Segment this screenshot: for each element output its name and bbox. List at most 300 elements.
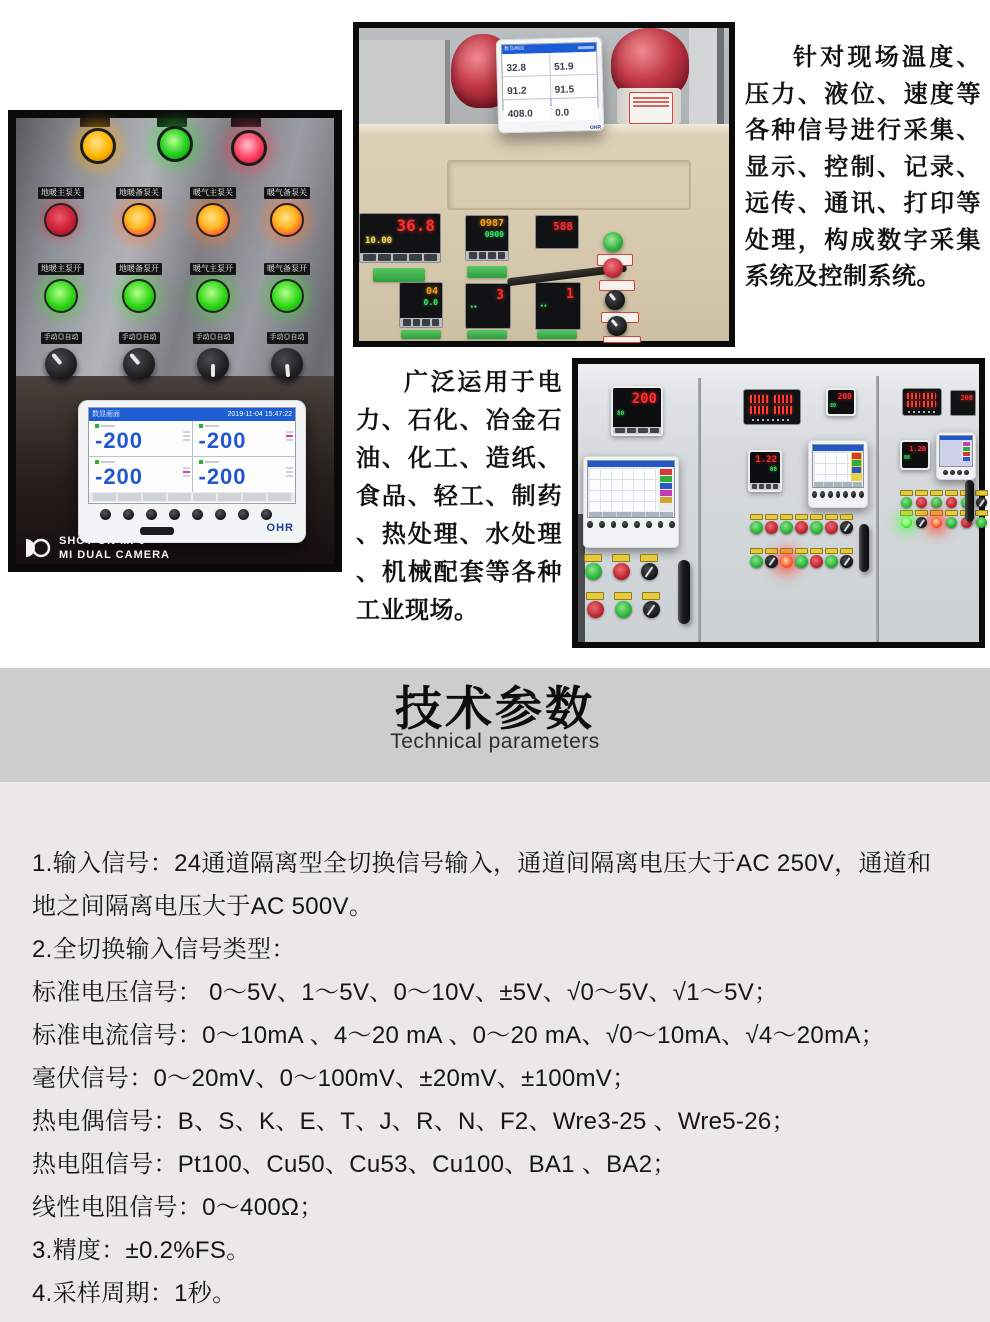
- meter-buttons: [360, 253, 440, 262]
- status-dots: ••: [470, 304, 478, 311]
- spec-line: 1.输入信号：24通道隔离型全切换信号输入，通道间隔离电压大于AC 250V，通道和: [32, 850, 932, 877]
- pushbutton-green: [946, 517, 957, 528]
- screen-title: 数显画面: [92, 411, 120, 418]
- rotary-knob: [271, 348, 303, 380]
- pushbutton-red: [810, 555, 823, 568]
- controller-buttons: [400, 318, 442, 327]
- meter-sv: 80: [617, 410, 625, 417]
- channel-grid: [89, 421, 295, 492]
- light-label-tag: [231, 118, 261, 127]
- controller-pv: 0987: [479, 218, 504, 229]
- button-name-tag: [900, 510, 913, 516]
- pushbutton-red: [603, 258, 623, 278]
- button-name-tag: [840, 548, 853, 554]
- brand-logo: OHR: [589, 124, 602, 131]
- digital-meter: [826, 388, 856, 416]
- button-unit: [614, 592, 632, 618]
- pump-on-control: [29, 258, 93, 313]
- selector-switch: [255, 326, 319, 380]
- digit-group: [750, 406, 768, 414]
- controller-buttons: [466, 251, 508, 260]
- button-unit: [930, 510, 943, 528]
- button-cluster: [900, 510, 988, 528]
- channel-name-placeholder: [101, 425, 115, 427]
- multichannel-meter: [743, 389, 801, 425]
- channel-value: 32.8: [506, 62, 527, 75]
- spec-line: 标准电压信号： 0～5V、1～5V、0～10V、±5V、√0～5V、√1～5V；: [32, 979, 779, 1006]
- pushbutton-red-lit: [931, 517, 942, 528]
- digit-group: [774, 406, 792, 414]
- panel-seam: [698, 378, 701, 642]
- button-unit: [930, 490, 943, 508]
- channel-list: [851, 452, 862, 481]
- channel-value: -200: [198, 428, 247, 453]
- meter-name-tag: [467, 266, 507, 278]
- pushbutton-green: [931, 497, 942, 508]
- intro-right-paragraph: 针对现场温度、压力、液位、速度等各种信号进行采集、显示、控制、记录、远传、通讯、打印等处理，构成数字采集系统及控制系统。: [745, 44, 981, 290]
- channel-name-placeholder: [554, 52, 597, 57]
- selector-switch: [29, 326, 93, 380]
- button-unit: [612, 554, 630, 580]
- pushbutton-green: [901, 497, 912, 508]
- screen-title: 数显画面: [503, 45, 525, 53]
- digital-controller: [748, 450, 782, 492]
- paperless-recorder: [936, 432, 976, 480]
- digit-group: [923, 401, 936, 407]
- light-label-tag: [80, 118, 110, 127]
- digital-meter: [950, 390, 976, 416]
- channel-name-placeholder: [101, 461, 115, 463]
- softkey-bar: [589, 512, 673, 517]
- button-name-tag: [900, 490, 913, 496]
- rotary-knob: [45, 348, 77, 380]
- selector-label: 手动◎自动: [119, 332, 160, 344]
- cabinet-handle: [678, 560, 690, 624]
- meter-buttons: [613, 427, 661, 434]
- spec-line: 毫伏信号：0～20mV、0～100mV、±20mV、±100mV；: [32, 1065, 637, 1092]
- selector-label: 手动◎自动: [267, 332, 308, 344]
- button-unit: [900, 490, 913, 508]
- button-name-tag: [584, 554, 602, 562]
- pump-on-control: [107, 258, 171, 313]
- pushbutton-green: [615, 601, 632, 618]
- temperature-controller: [465, 215, 509, 261]
- meter-name-tag: [537, 330, 577, 339]
- softkey-bar: [89, 492, 295, 502]
- header-widget: [578, 46, 594, 49]
- button-unit: [750, 548, 763, 568]
- front-panel-keys: [100, 509, 272, 520]
- multichannel-meter: [902, 388, 942, 416]
- camera-icon: [18, 537, 52, 559]
- button-unit: [765, 548, 778, 568]
- pushbutton-green: [750, 521, 763, 534]
- button-name-tag: [614, 592, 632, 600]
- spec-line: 热电阻信号：Pt100、Cu50、Cu53、Cu100、BA1 、BA2；: [32, 1151, 677, 1178]
- pushbutton-red: [765, 521, 778, 534]
- paperless-recorder: [78, 400, 306, 543]
- status-dots: ••: [540, 303, 548, 310]
- button-label: 暖气备泵关: [264, 187, 310, 199]
- pushbutton-green: [585, 563, 602, 580]
- temperature-controller: [399, 282, 443, 328]
- paperless-recorder: [583, 456, 679, 548]
- button-unit: [915, 510, 928, 528]
- pump-off-control: [181, 182, 245, 237]
- button-unit: [780, 514, 793, 534]
- screen-header: [588, 461, 674, 467]
- controller-buttons: [750, 483, 780, 490]
- rotary-knob: [197, 348, 229, 380]
- button-unit: [750, 514, 763, 534]
- meter-value: 588: [553, 220, 573, 233]
- channel-cell: [503, 99, 550, 122]
- button-name-tag: [930, 510, 943, 516]
- button-name-tag: [930, 490, 943, 496]
- button-name-tag: [603, 336, 641, 343]
- photo-recorder-on-cabinet: [353, 22, 735, 347]
- pushbutton-green-lit: [901, 517, 912, 528]
- button-name-tag: [750, 548, 763, 554]
- channel-cell: [503, 76, 550, 99]
- button-name-tag: [640, 554, 658, 562]
- paperless-recorder: [496, 37, 604, 134]
- meter-value: 200: [960, 394, 973, 402]
- button-name-tag: [945, 490, 958, 496]
- banner-subtitle: Technical parameters: [390, 730, 600, 753]
- channel-value: -200: [198, 464, 247, 489]
- button-unit: [810, 548, 823, 568]
- camera-watermark: [18, 534, 170, 562]
- meter-pv: 36.8: [396, 216, 435, 235]
- button-label: 地暖主泵关: [38, 187, 84, 199]
- button-name-tag: [810, 514, 823, 520]
- button-unit: [795, 548, 808, 568]
- channel-name-placeholder: [205, 461, 219, 463]
- button-unit: [825, 548, 838, 568]
- trend-chart: [589, 468, 658, 511]
- front-panel-keys: [587, 521, 675, 528]
- button-unit: [945, 510, 958, 528]
- channel-status-dot: [199, 424, 203, 428]
- recorder-screen: [501, 42, 599, 121]
- photo-left-content: [16, 118, 334, 564]
- controller-sv: 0900: [484, 230, 504, 239]
- digital-meter: [465, 283, 511, 329]
- pushbutton-green: [780, 521, 793, 534]
- channel-cell: [502, 53, 549, 76]
- intro-middle-block: [356, 364, 562, 630]
- button-label: 地暖主泵开: [38, 263, 84, 275]
- intro-middle-paragraph: 广泛运用于电力、石化、冶金石油、化工、造纸、食品、轻工、制药、热处理、水处理、机械配套等各种工业现场。: [356, 369, 562, 624]
- controller-sv: 0.0: [423, 298, 438, 307]
- selector-knob: [840, 521, 853, 534]
- button-unit: [765, 514, 778, 534]
- button-label: 暖气备泵开: [264, 263, 310, 275]
- selector-knob: [643, 601, 660, 618]
- wall-strip: [689, 28, 717, 124]
- digital-meter: [611, 386, 663, 436]
- brand-logo: OHR: [266, 522, 294, 534]
- channel-status-dot: [95, 424, 99, 428]
- button-unit: [642, 592, 660, 618]
- pushbutton-red-lit: [780, 555, 793, 568]
- pushbutton-green: [750, 555, 763, 568]
- controller-sv: 88: [769, 466, 777, 473]
- spec-line: 标准电流信号：0～10mA 、4～20 mA 、0～20 mA、√0～10mA、√4～20mA；: [32, 1022, 885, 1049]
- button-cluster: [750, 514, 853, 534]
- digit-group: [923, 393, 936, 399]
- button-unit: [840, 548, 853, 568]
- button-name-tag: [795, 548, 808, 554]
- digit-group: [907, 401, 920, 407]
- channel-value: 91.2: [507, 85, 527, 98]
- pushbutton-green: [122, 279, 156, 313]
- button-name-tag: [915, 510, 928, 516]
- button-label: 地暖备泵开: [116, 263, 162, 275]
- button-name-tag: [825, 514, 838, 520]
- channel-cell: [550, 75, 597, 98]
- button-unit: [586, 592, 604, 618]
- button-name-tag: [780, 548, 793, 554]
- cabinet-handle: [859, 524, 869, 572]
- pushbutton-green: [44, 279, 78, 313]
- pushbutton-red-lit: [196, 203, 230, 237]
- channel-cell: [193, 421, 296, 456]
- recorder-bezel: [88, 504, 296, 536]
- spec-line: 地之间隔离电压大于AC 500V。: [32, 893, 374, 920]
- pushbutton-red-lit: [122, 203, 156, 237]
- channel-value: -200: [95, 464, 144, 489]
- button-name-tag: [795, 514, 808, 520]
- alarm-marks: [286, 467, 293, 479]
- alarm-marks: [286, 431, 293, 443]
- rotary-knob: [607, 316, 627, 336]
- channel-status-dot: [95, 460, 99, 464]
- button-label: 暖气主泵开: [190, 263, 236, 275]
- button-name-tag: [612, 554, 630, 562]
- channel-value: 408.0: [507, 108, 533, 121]
- channel-list: [659, 468, 673, 511]
- panel-seam: [876, 376, 879, 642]
- button-name-tag: [975, 490, 988, 496]
- channel-name-placeholder: [507, 99, 550, 104]
- selector-switch: [181, 326, 245, 380]
- screen-timestamp: 2019-11-04 15:47:22: [227, 411, 292, 418]
- selector-switch: [107, 326, 171, 380]
- meter-name-tag: [467, 330, 507, 339]
- photo-right-content: [578, 364, 979, 642]
- paperless-recorder: [808, 440, 868, 508]
- button-name-tag: [825, 548, 838, 554]
- pump-on-control: [255, 258, 319, 313]
- pump-off-control: [29, 182, 93, 237]
- button-name-tag: [975, 510, 988, 516]
- recorder-screen: [587, 460, 675, 518]
- section-banner: [0, 668, 990, 782]
- recorder-screen: [812, 444, 864, 488]
- controller-pv: 1.22: [755, 455, 777, 465]
- channel-value: 91.5: [554, 84, 575, 96]
- channel-name-placeholder: [507, 76, 550, 81]
- spec-line: 线性电阻信号：0～400Ω；: [32, 1194, 324, 1221]
- softkey-bar: [814, 482, 862, 487]
- channel-status-dot: [199, 460, 203, 464]
- digital-meter: [535, 282, 581, 330]
- meter-name-tag: [373, 268, 425, 282]
- pump-off-control: [255, 182, 319, 237]
- button-unit: [825, 514, 838, 534]
- indicator-light-orange: [80, 128, 116, 164]
- meter-sv: 10.00: [365, 236, 393, 246]
- watermark-text: [59, 534, 170, 562]
- button-name-tag: [915, 490, 928, 496]
- meter-name-tag: [401, 330, 441, 339]
- meter-sv: 80: [830, 403, 837, 409]
- selector-knob: [840, 555, 853, 568]
- button-name-tag: [780, 514, 793, 520]
- selector-knob: [641, 563, 658, 580]
- button-cluster: [586, 592, 660, 618]
- selector-knob: [765, 555, 778, 568]
- indicator-light-green: [157, 126, 193, 162]
- trend-chart: [814, 452, 851, 481]
- banner-title: 技术参数: [395, 682, 595, 735]
- recorder-screen: [88, 407, 296, 504]
- indicator-light-red: [231, 130, 267, 166]
- wall-slit: [717, 28, 724, 124]
- channel-grid: [502, 52, 597, 121]
- cabinet-handle: [965, 480, 974, 522]
- spec-line: 4.采样周期：1秒。: [32, 1280, 237, 1307]
- meter-sv: 88: [904, 455, 911, 461]
- digital-meter: [535, 215, 579, 249]
- selector-knob: [916, 517, 927, 528]
- spec-line: 2.全切换输入信号类型：: [32, 936, 296, 963]
- channel-cell: [89, 421, 192, 456]
- channel-name-placeholder: [555, 98, 598, 103]
- channel-value: 51.9: [553, 61, 574, 73]
- photo-top-content: [359, 28, 729, 341]
- alarm-marks: [183, 467, 190, 479]
- channel-cell: [551, 98, 598, 121]
- button-unit: [975, 510, 988, 528]
- pushbutton-red: [946, 497, 957, 508]
- button-unit: [975, 490, 988, 508]
- channel-name-placeholder: [205, 425, 219, 427]
- button-name-tag: [945, 510, 958, 516]
- pushbutton-red: [44, 203, 78, 237]
- button-unit: [640, 554, 658, 580]
- rotary-knob: [123, 348, 155, 380]
- beacon-warning-label: [629, 92, 673, 124]
- digit-group: [774, 395, 792, 403]
- spec-list: [32, 842, 974, 1315]
- recorder-screen: [939, 435, 973, 467]
- meter-value: 3: [496, 288, 504, 303]
- spec-line: 热电偶信号：B、S、K、E、T、J、R、N、F2、Wre3-25 、Wre5-26；: [32, 1108, 796, 1135]
- pushbutton-green: [810, 521, 823, 534]
- beacon-base: [617, 88, 681, 124]
- channel-value: -200: [95, 428, 144, 453]
- intro-right-block: [745, 40, 981, 296]
- meter-value: 200: [631, 391, 657, 407]
- button-name-tag: [765, 548, 778, 554]
- button-unit: [915, 490, 928, 508]
- selector-label: 手动◎自动: [41, 332, 82, 344]
- watermark-line1: SHOT ON MI 6: [59, 535, 146, 547]
- pushbutton-green: [976, 517, 987, 528]
- button-unit: [945, 490, 958, 508]
- front-panel-keys: [812, 491, 864, 498]
- button-cluster: [584, 554, 658, 580]
- channel-list: [962, 441, 971, 460]
- pushbutton-red: [613, 563, 630, 580]
- button-cluster: [750, 548, 853, 568]
- channel-cell: [89, 457, 192, 492]
- controller-pv: 04: [425, 286, 438, 297]
- front-panel-keys: [939, 470, 973, 475]
- key-dots: [908, 411, 935, 413]
- pushbutton-green: [603, 232, 623, 252]
- pushbutton-red: [587, 601, 604, 618]
- digital-meter: [900, 440, 930, 470]
- digit-group: [907, 393, 920, 399]
- button-unit: [900, 510, 913, 528]
- pushbutton-green: [196, 279, 230, 313]
- screen-header: [89, 408, 295, 421]
- rotary-knob: [605, 290, 625, 310]
- channel-name-placeholder: [554, 75, 597, 80]
- pump-off-control: [107, 182, 171, 237]
- section-technical-parameters: [0, 782, 990, 1322]
- photo-control-panel-buttons: [8, 110, 342, 572]
- selector-knob: [976, 497, 987, 508]
- button-label: 地暖备泵关: [116, 187, 162, 199]
- button-name-tag: [765, 514, 778, 520]
- screen-header: [813, 445, 863, 451]
- button-unit: [780, 548, 793, 568]
- screen-header: [940, 436, 972, 440]
- wide-panel-meter: [359, 213, 441, 263]
- channel-name-placeholder: [506, 53, 549, 58]
- meter-value: 1.20: [909, 445, 926, 453]
- button-name-tag: [840, 514, 853, 520]
- button-name-tag: [750, 514, 763, 520]
- spec-line: 3.精度：±0.2%FS。: [32, 1237, 251, 1264]
- pushbutton-red: [916, 497, 927, 508]
- button-unit: [795, 514, 808, 534]
- pushbutton-red: [795, 521, 808, 534]
- button-label: 暖气主泵关: [190, 187, 236, 199]
- pushbutton-red: [825, 521, 838, 534]
- watermark-line2: MI DUAL CAMERA: [59, 549, 170, 561]
- meter-value: 200: [837, 392, 852, 401]
- channel-cell: [550, 52, 597, 75]
- key-dots: [752, 419, 789, 421]
- selector-label: 手动◎自动: [193, 332, 234, 344]
- button-unit: [810, 514, 823, 534]
- meter-value: 1: [566, 287, 574, 302]
- button-unit: [584, 554, 602, 580]
- digit-group: [750, 395, 768, 403]
- alarm-marks: [183, 431, 190, 443]
- pushbutton-green: [270, 279, 304, 313]
- pump-on-control: [181, 258, 245, 313]
- pushbutton-green: [795, 555, 808, 568]
- pushbutton-red-lit: [270, 203, 304, 237]
- photo-control-room: [572, 358, 985, 648]
